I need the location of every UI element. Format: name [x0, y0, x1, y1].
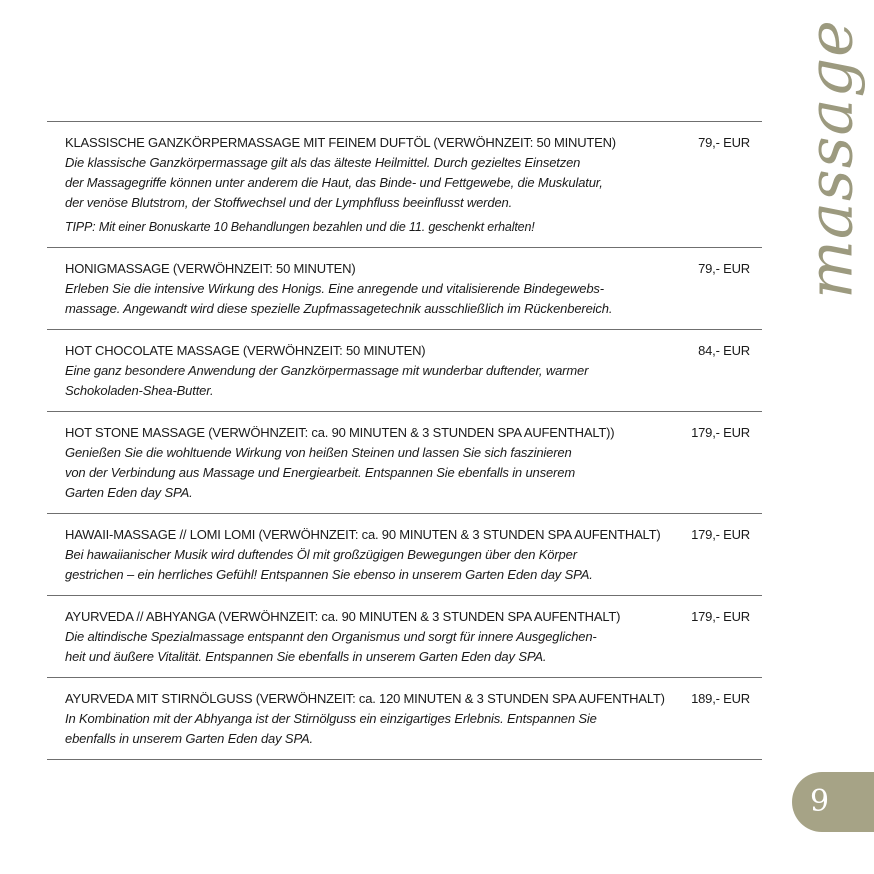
item-description	[65, 279, 665, 319]
item-title: KLASSISCHE GANZKÖRPERMASSAGE MIT FEINEM DUFTÖL (VERWÖHNZEIT: 50 MINUTEN)	[65, 135, 616, 150]
item-description	[65, 709, 665, 749]
description-line: Garten Eden day SPA.	[65, 485, 193, 500]
description-line: von der Verbindung aus Massage und Energiearbeit. Entspannen Sie ebenfalls in unserem	[65, 465, 575, 480]
menu-item	[47, 677, 762, 760]
menu-item	[47, 595, 762, 677]
description-line: Genießen Sie die wohltuende Wirkung von heißen Steinen und lassen Sie sich faszinieren	[65, 445, 572, 460]
item-price: 189,- EUR	[691, 691, 750, 706]
section-title-text: massage	[793, 19, 867, 299]
description-line: Die altindische Spezialmassage entspannt den Organismus und sorgt für innere Ausgeglichen-	[65, 629, 597, 644]
description-line: In Kombination mit der Abhyanga ist der Stirnölguss ein einzigartiges Erlebnis. Entspannen Sie	[65, 711, 597, 726]
item-title: HOT STONE MASSAGE (VERWÖHNZEIT: ca. 90 MINUTEN & 3 STUNDEN SPA AUFENTHALT))	[65, 425, 615, 440]
item-price: 79,- EUR	[698, 261, 750, 276]
description-line: ebenfalls in unserem Garten Eden day SPA.	[65, 731, 313, 746]
item-description	[65, 443, 665, 503]
description-line: gestrichen – ein herrliches Gefühl! Entspannen Sie ebenso in unserem Garten Eden day SPA.	[65, 567, 593, 582]
description-line: massage. Angewandt wird diese spezielle Zupfmassagetechnik ausschließlich im Rückenbereich.	[65, 301, 613, 316]
menu-item	[47, 411, 762, 513]
description-line: Schokoladen-Shea-Butter.	[65, 383, 214, 398]
item-tip	[65, 217, 750, 237]
tip-label: TIPP:	[65, 220, 96, 234]
description-line: der Massagegriffe können unter anderem die Haut, das Binde- und Fettgewebe, die Muskulatur,	[65, 175, 603, 190]
item-price: 84,- EUR	[698, 343, 750, 358]
menu-item	[47, 329, 762, 411]
description-line: Eine ganz besondere Anwendung der Ganzkörpermassage mit wunderbar duftender, warmer	[65, 363, 589, 378]
page-number-tab	[792, 772, 874, 832]
item-price: 179,- EUR	[691, 527, 750, 542]
menu-item	[47, 247, 762, 329]
item-title: AYURVEDA // ABHYANGA (VERWÖHNZEIT: ca. 90 MINUTEN & 3 STUNDEN SPA AUFENTHALT)	[65, 609, 621, 624]
page-number: 9	[810, 784, 830, 819]
menu-item	[47, 121, 762, 247]
description-line: Die klassische Ganzkörpermassage gilt als das älteste Heilmittel. Durch gezieltes Einsetzen	[65, 155, 581, 170]
item-description	[65, 361, 665, 401]
item-description	[65, 545, 665, 585]
item-title: HAWAII-MASSAGE // LOMI LOMI (VERWÖHNZEIT: ca. 90 MINUTEN & 3 STUNDEN SPA AUFENTHALT)	[65, 527, 661, 542]
item-price: 179,- EUR	[691, 609, 750, 624]
item-title: HONIGMASSAGE (VERWÖHNZEIT: 50 MINUTEN)	[65, 261, 356, 276]
description-line: heit und äußere Vitalität. Entspannen Sie ebenfalls in unserem Garten Eden day SPA.	[65, 649, 547, 664]
menu-item	[47, 513, 762, 595]
section-title	[793, 19, 867, 299]
massage-price-list	[47, 121, 762, 760]
item-description	[65, 153, 665, 213]
description-line: Bei hawaiianischer Musik wird duftendes Öl mit großzügigen Bewegungen über den Körper	[65, 547, 577, 562]
item-title: AYURVEDA MIT STIRNÖLGUSS (VERWÖHNZEIT: ca. 120 MINUTEN & 3 STUNDEN SPA AUFENTHALT)	[65, 691, 665, 706]
item-description	[65, 627, 665, 667]
item-price: 79,- EUR	[698, 135, 750, 150]
item-title: HOT CHOCOLATE MASSAGE (VERWÖHNZEIT: 50 MINUTEN)	[65, 343, 426, 358]
description-line: Erleben Sie die intensive Wirkung des Honigs. Eine anregende und vitalisierende Bindegewebs-	[65, 281, 604, 296]
description-line: der venöse Blutstrom, der Stoffwechsel und der Lymphfluss beeinflusst werden.	[65, 195, 513, 210]
tip-text: Mit einer Bonuskarte 10 Behandlungen bezahlen und die 11. geschenkt erhalten!	[95, 220, 535, 234]
item-price: 179,- EUR	[691, 425, 750, 440]
